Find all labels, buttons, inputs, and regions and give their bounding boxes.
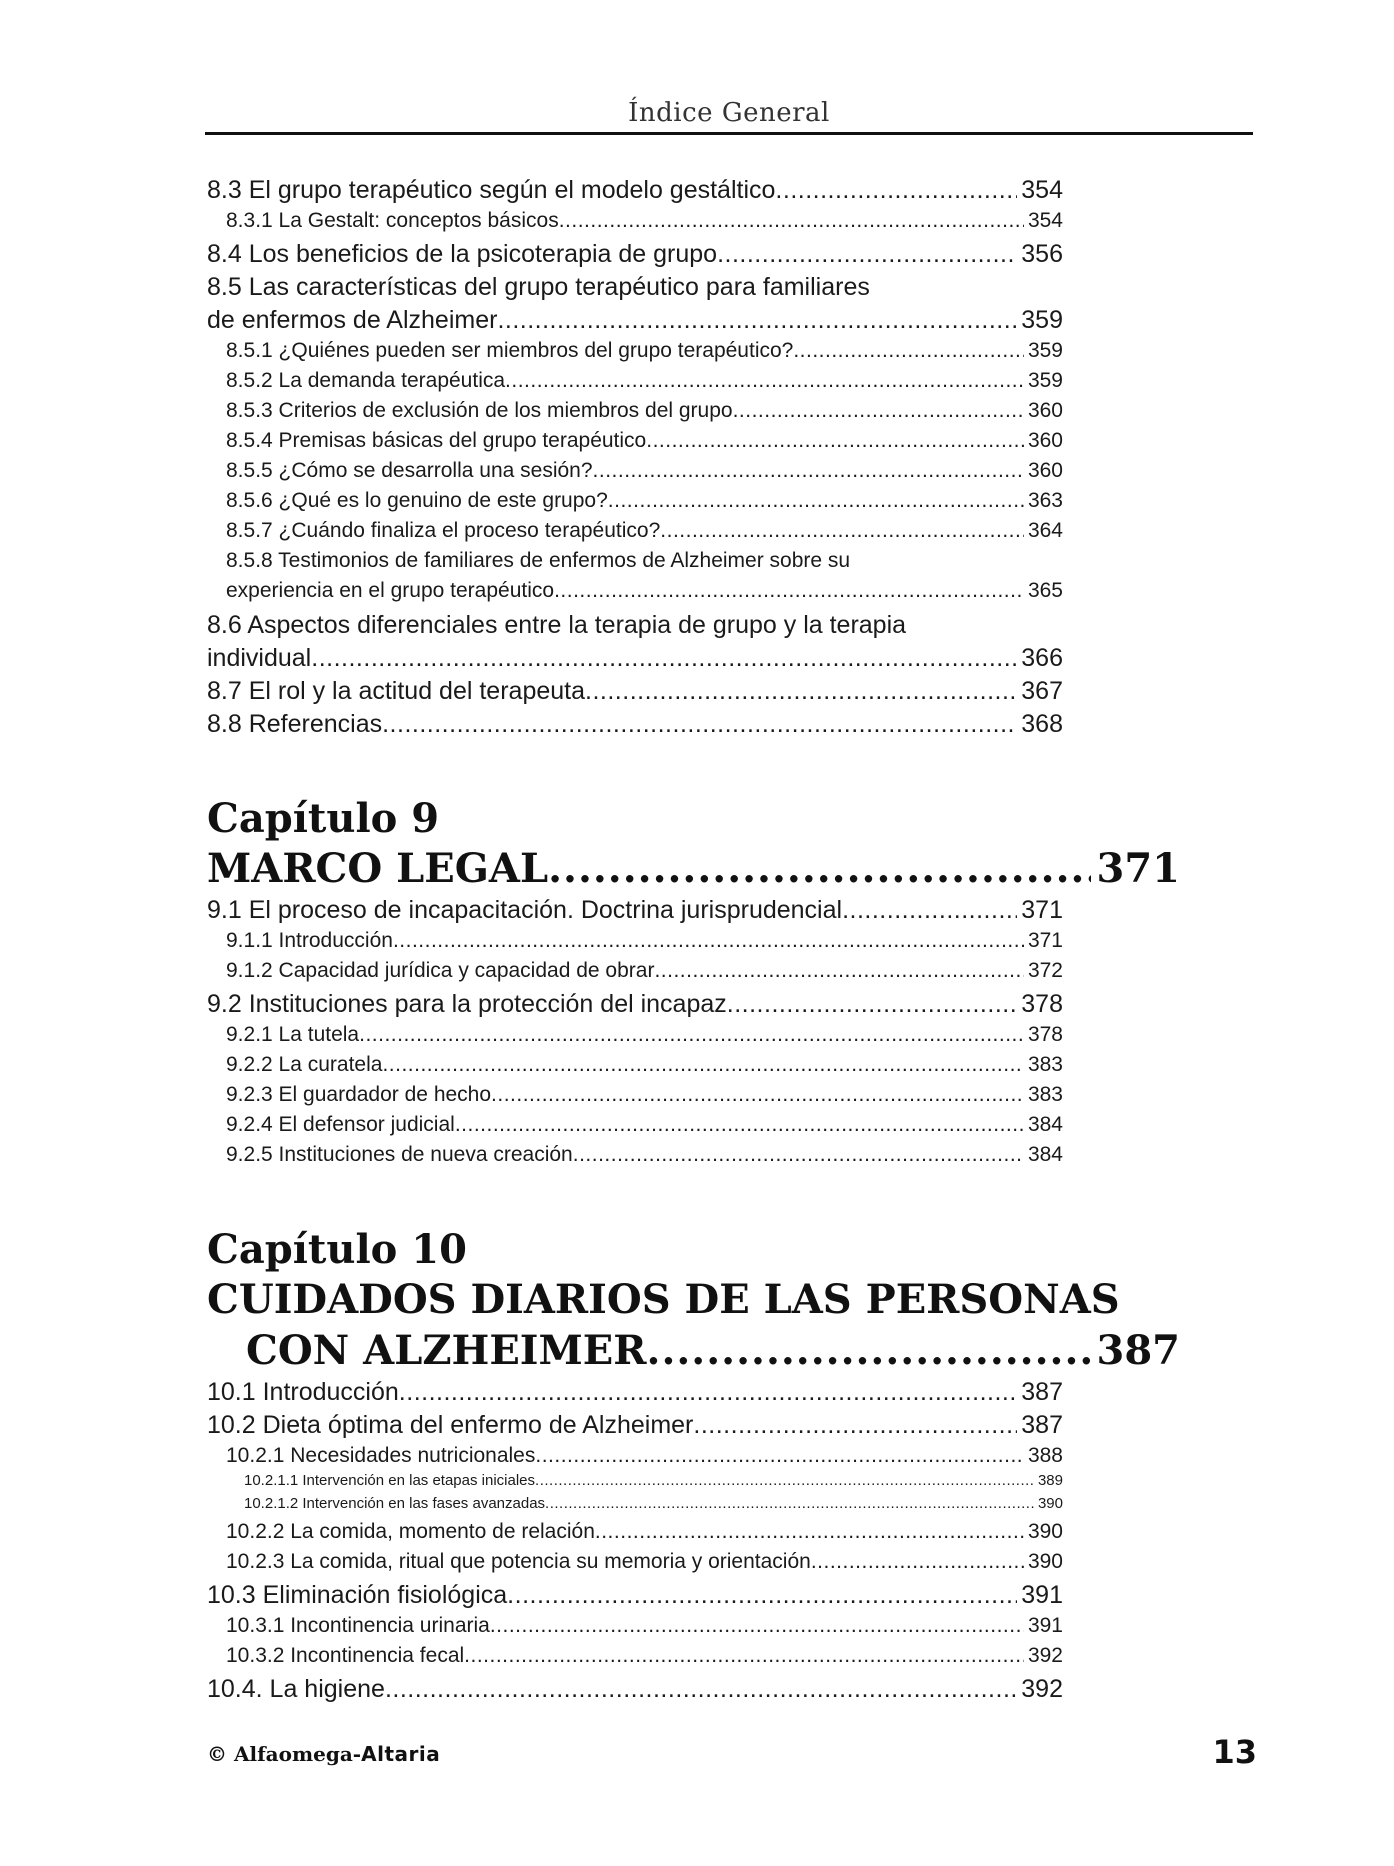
toc-entry[interactable] <box>226 1113 1063 1139</box>
toc-page-number: 354 <box>1027 209 1063 232</box>
toc-entry-title: 10.2.1.1 Intervención en las etapas iniciales <box>244 1472 536 1489</box>
toc-entry-title: 10.4. La higiene <box>207 1675 385 1703</box>
chapter-title-line: CUIDADOS DIARIOS DE LAS PERSONAS <box>207 1276 1120 1323</box>
toc-entry[interactable] <box>207 1675 1063 1705</box>
toc-page-number: 360 <box>1027 399 1063 422</box>
toc-entry-title: 10.2.1.2 Intervención en las fases avanzadas <box>244 1495 546 1512</box>
toc-entry-title: 9.2.2 La curatela <box>226 1053 383 1076</box>
toc-leader-dots <box>717 240 1017 269</box>
chapter-page-number: 387 <box>1096 1327 1180 1374</box>
toc-entry-title: 10.2.3 La comida, ritual que potencia su memoria y orientación <box>226 1550 811 1573</box>
toc-leader-dots <box>535 1472 1034 1489</box>
toc-entry-title-line: 8.6 Aspectos diferenciales entre la terapia de grupo y la terapia <box>207 611 907 639</box>
toc-entry-title: 9.2.4 El defensor judicial <box>226 1113 455 1136</box>
toc-page-number: 371 <box>1027 929 1063 952</box>
toc-entry-title: 10.1 Introducción <box>207 1378 399 1406</box>
toc-entry[interactable] <box>226 489 1063 515</box>
toc-entry-title: 8.5.3 Criterios de exclusión de los miembros del grupo <box>226 399 733 422</box>
toc-leader-dots <box>464 1644 1024 1668</box>
toc-page-number: 364 <box>1027 519 1063 542</box>
toc-entry-title: 10.3 Eliminación fisiológica <box>207 1581 508 1609</box>
toc-page-number: 359 <box>1021 306 1063 334</box>
toc-entry[interactable] <box>207 677 1063 707</box>
toc-leader-dots <box>646 429 1024 453</box>
toc-entry-title: 9.1.2 Capacidad jurídica y capacidad de obrar <box>226 959 655 982</box>
toc-entry-title: 8.5.1 ¿Quiénes pueden ser miembros del grupo terapéutico? <box>226 339 794 362</box>
toc-entry-title: 8.5.5 ¿Cómo se desarrolla una sesión? <box>226 459 593 482</box>
toc-page-number: 360 <box>1027 459 1063 482</box>
toc-leader-dots <box>573 1143 1024 1167</box>
chapter-label: Capítulo 9 <box>207 795 440 842</box>
toc-leader-dots <box>595 1520 1024 1544</box>
toc-page-number: 384 <box>1027 1113 1063 1136</box>
toc-page-number: 371 <box>1021 896 1063 924</box>
toc-entry[interactable] <box>207 240 1063 270</box>
toc-leader-dots <box>775 176 1017 205</box>
toc-leader-dots <box>811 1550 1024 1574</box>
toc-entry-title: 8.5.7 ¿Cuándo finaliza el proceso terapéutico? <box>226 519 661 542</box>
toc-entry[interactable] <box>226 1614 1063 1640</box>
toc-entry[interactable] <box>226 1550 1063 1576</box>
toc-leader-dots <box>491 1083 1024 1107</box>
toc-page-number: 359 <box>1027 339 1063 362</box>
toc-page-number: 378 <box>1027 1023 1063 1046</box>
toc-entry[interactable] <box>226 429 1063 455</box>
toc-entry[interactable] <box>226 959 1063 985</box>
toc-entry-title: 9.1.1 Introducción <box>226 929 393 952</box>
toc-leader-dots <box>382 710 1017 739</box>
toc-page-number: 391 <box>1027 1614 1063 1637</box>
toc-leader-dots <box>455 1113 1024 1137</box>
toc-entry-title: 9.2.1 La tutela <box>226 1023 360 1046</box>
toc-entry[interactable] <box>207 306 1063 336</box>
toc-leader-dots <box>497 306 1017 335</box>
toc-leader-dots <box>727 990 1018 1019</box>
toc-entry[interactable] <box>226 209 1063 235</box>
toc-leader-dots <box>490 1614 1024 1638</box>
toc-entry-title: 8.7 El rol y la actitud del terapeuta <box>207 677 586 705</box>
toc-entry[interactable] <box>226 1023 1063 1049</box>
chapter-title-entry[interactable] <box>246 1327 1180 1374</box>
running-header: Índice General <box>628 98 830 128</box>
toc-leader-dots <box>559 209 1024 233</box>
toc-page-number: 378 <box>1021 990 1063 1018</box>
toc-entry-title: 8.8 Referencias <box>207 710 383 738</box>
toc-leader-dots <box>647 1327 1091 1374</box>
toc-leader-dots <box>842 896 1017 925</box>
toc-leader-dots <box>554 579 1024 603</box>
toc-leader-dots <box>793 339 1024 363</box>
toc-page-number: 360 <box>1027 429 1063 452</box>
toc-page-number: 387 <box>1021 1378 1063 1406</box>
toc-leader-dots <box>507 1581 1017 1610</box>
toc-entry[interactable] <box>226 1083 1063 1109</box>
toc-leader-dots <box>385 1675 1017 1704</box>
toc-page-number: 390 <box>1037 1495 1063 1512</box>
toc-entry[interactable] <box>207 896 1063 926</box>
toc-leader-dots <box>660 519 1024 543</box>
toc-page-number: 363 <box>1027 489 1063 512</box>
toc-leader-dots <box>505 369 1024 393</box>
toc-entry[interactable] <box>226 1644 1063 1670</box>
toc-entry[interactable] <box>207 1378 1063 1408</box>
toc-leader-dots <box>593 459 1024 483</box>
toc-entry-title: 8.4 Los beneficios de la psicoterapia de grupo <box>207 240 718 268</box>
toc-entry[interactable] <box>226 579 1063 605</box>
toc-page-number: 389 <box>1037 1472 1063 1489</box>
toc-entry-title: 9.1 El proceso de incapacitación. Doctrina jurisprudencial <box>207 896 843 924</box>
toc-page-number: 392 <box>1021 1675 1063 1703</box>
toc-entry[interactable] <box>226 459 1063 485</box>
toc-entry-title: 8.5.4 Premisas básicas del grupo terapéutico <box>226 429 647 452</box>
toc-page-number: 383 <box>1027 1053 1063 1076</box>
toc-entry[interactable] <box>226 519 1063 545</box>
toc-entry[interactable] <box>207 176 1063 206</box>
chapter-page-number: 371 <box>1096 845 1180 892</box>
toc-entry[interactable] <box>226 1520 1063 1546</box>
toc-page-number: 372 <box>1027 959 1063 982</box>
header-rule <box>205 132 1253 135</box>
toc-page-number: 354 <box>1021 176 1063 204</box>
toc-entry[interactable] <box>226 399 1063 425</box>
toc-leader-dots <box>545 1495 1034 1512</box>
toc-entry[interactable] <box>226 369 1063 395</box>
toc-entry[interactable] <box>226 929 1063 955</box>
chapter-title: MARCO LEGAL <box>207 845 549 892</box>
toc-page-number: 387 <box>1021 1411 1063 1439</box>
toc-entry-title: de enfermos de Alzheimer <box>207 306 498 334</box>
toc-leader-dots <box>393 929 1024 953</box>
toc-entry-title: 10.2.2 La comida, momento de relación <box>226 1520 595 1543</box>
footer-copyright <box>207 1742 440 1766</box>
toc-page-number: 356 <box>1021 240 1063 268</box>
chapter-title: CON ALZHEIMER <box>246 1327 647 1374</box>
toc-leader-dots <box>693 1411 1017 1440</box>
toc-entry-title: experiencia en el grupo terapéutico <box>226 579 555 602</box>
chapter-label: Capítulo 10 <box>207 1226 467 1273</box>
toc-page-number: 391 <box>1021 1581 1063 1609</box>
toc-leader-dots <box>359 1023 1024 1047</box>
toc-page-number: 367 <box>1021 677 1063 705</box>
toc-page-number: 388 <box>1027 1444 1063 1467</box>
toc-leader-dots <box>382 1053 1024 1077</box>
copyright-text: © Alfaomega- <box>207 1742 362 1766</box>
toc-entry[interactable] <box>207 1581 1063 1611</box>
toc-entry-title-line: 8.5.8 Testimonios de familiares de enfermos de Alzheimer sobre su <box>226 549 851 572</box>
toc-entry-title: 10.2 Dieta óptima del enfermo de Alzheimer <box>207 1411 694 1439</box>
toc-entry-title: individual <box>207 644 312 672</box>
toc-leader-dots <box>535 1444 1024 1468</box>
toc-page-number: 384 <box>1027 1143 1063 1166</box>
chapter-title-entry[interactable] <box>207 845 1180 892</box>
toc-page-number: 383 <box>1027 1083 1063 1106</box>
toc-entry-title: 8.3.1 La Gestalt: conceptos básicos <box>226 209 559 232</box>
toc-entry-title: 9.2.5 Instituciones de nueva creación <box>226 1143 573 1166</box>
toc-entry[interactable] <box>207 1411 1063 1441</box>
toc-leader-dots <box>733 399 1024 423</box>
toc-entry[interactable] <box>226 1143 1063 1169</box>
toc-entry-title: 10.2.1 Necesidades nutricionales <box>226 1444 536 1467</box>
toc-page-number: 365 <box>1027 579 1063 602</box>
publisher-brand: Altaria <box>361 1742 441 1766</box>
toc-entry-title: 8.5.6 ¿Qué es lo genuino de este grupo? <box>226 489 608 512</box>
toc-entry[interactable] <box>244 1472 1063 1492</box>
toc-entry[interactable] <box>244 1495 1063 1515</box>
toc-leader-dots <box>608 489 1024 513</box>
toc-leader-dots <box>585 677 1017 706</box>
toc-entry[interactable] <box>226 1444 1063 1470</box>
toc-page-number: 359 <box>1027 369 1063 392</box>
toc-page-number: 390 <box>1027 1550 1063 1573</box>
toc-entry-title-line: 8.5 Las características del grupo terapéutico para familiares <box>207 273 870 301</box>
toc-entry[interactable] <box>207 644 1063 674</box>
toc-entry[interactable] <box>226 339 1063 365</box>
toc-leader-dots <box>399 1378 1017 1407</box>
toc-leader-dots <box>654 959 1024 983</box>
toc-page-number: 366 <box>1021 644 1063 672</box>
toc-entry-title: 10.3.2 Incontinencia fecal <box>226 1644 465 1667</box>
toc-entry-title: 9.2.3 El guardador de hecho <box>226 1083 492 1106</box>
toc-leader-dots <box>311 644 1017 673</box>
toc-entry-title: 9.2 Instituciones para la protección del incapaz <box>207 990 727 1018</box>
toc-page-number: 392 <box>1027 1644 1063 1667</box>
toc-entry-title: 8.3 El grupo terapéutico según el modelo gestáltico <box>207 176 776 204</box>
page-number: 13 <box>1212 1733 1257 1771</box>
toc-leader-dots <box>548 845 1090 892</box>
toc-entry[interactable] <box>207 710 1063 740</box>
toc-entry[interactable] <box>226 1053 1063 1079</box>
toc-entry[interactable] <box>207 990 1063 1020</box>
toc-entry-title: 10.3.1 Incontinencia urinaria <box>226 1614 490 1637</box>
toc-page-number: 368 <box>1021 710 1063 738</box>
toc-entry-title: 8.5.2 La demanda terapéutica <box>226 369 506 392</box>
toc-page-number: 390 <box>1027 1520 1063 1543</box>
